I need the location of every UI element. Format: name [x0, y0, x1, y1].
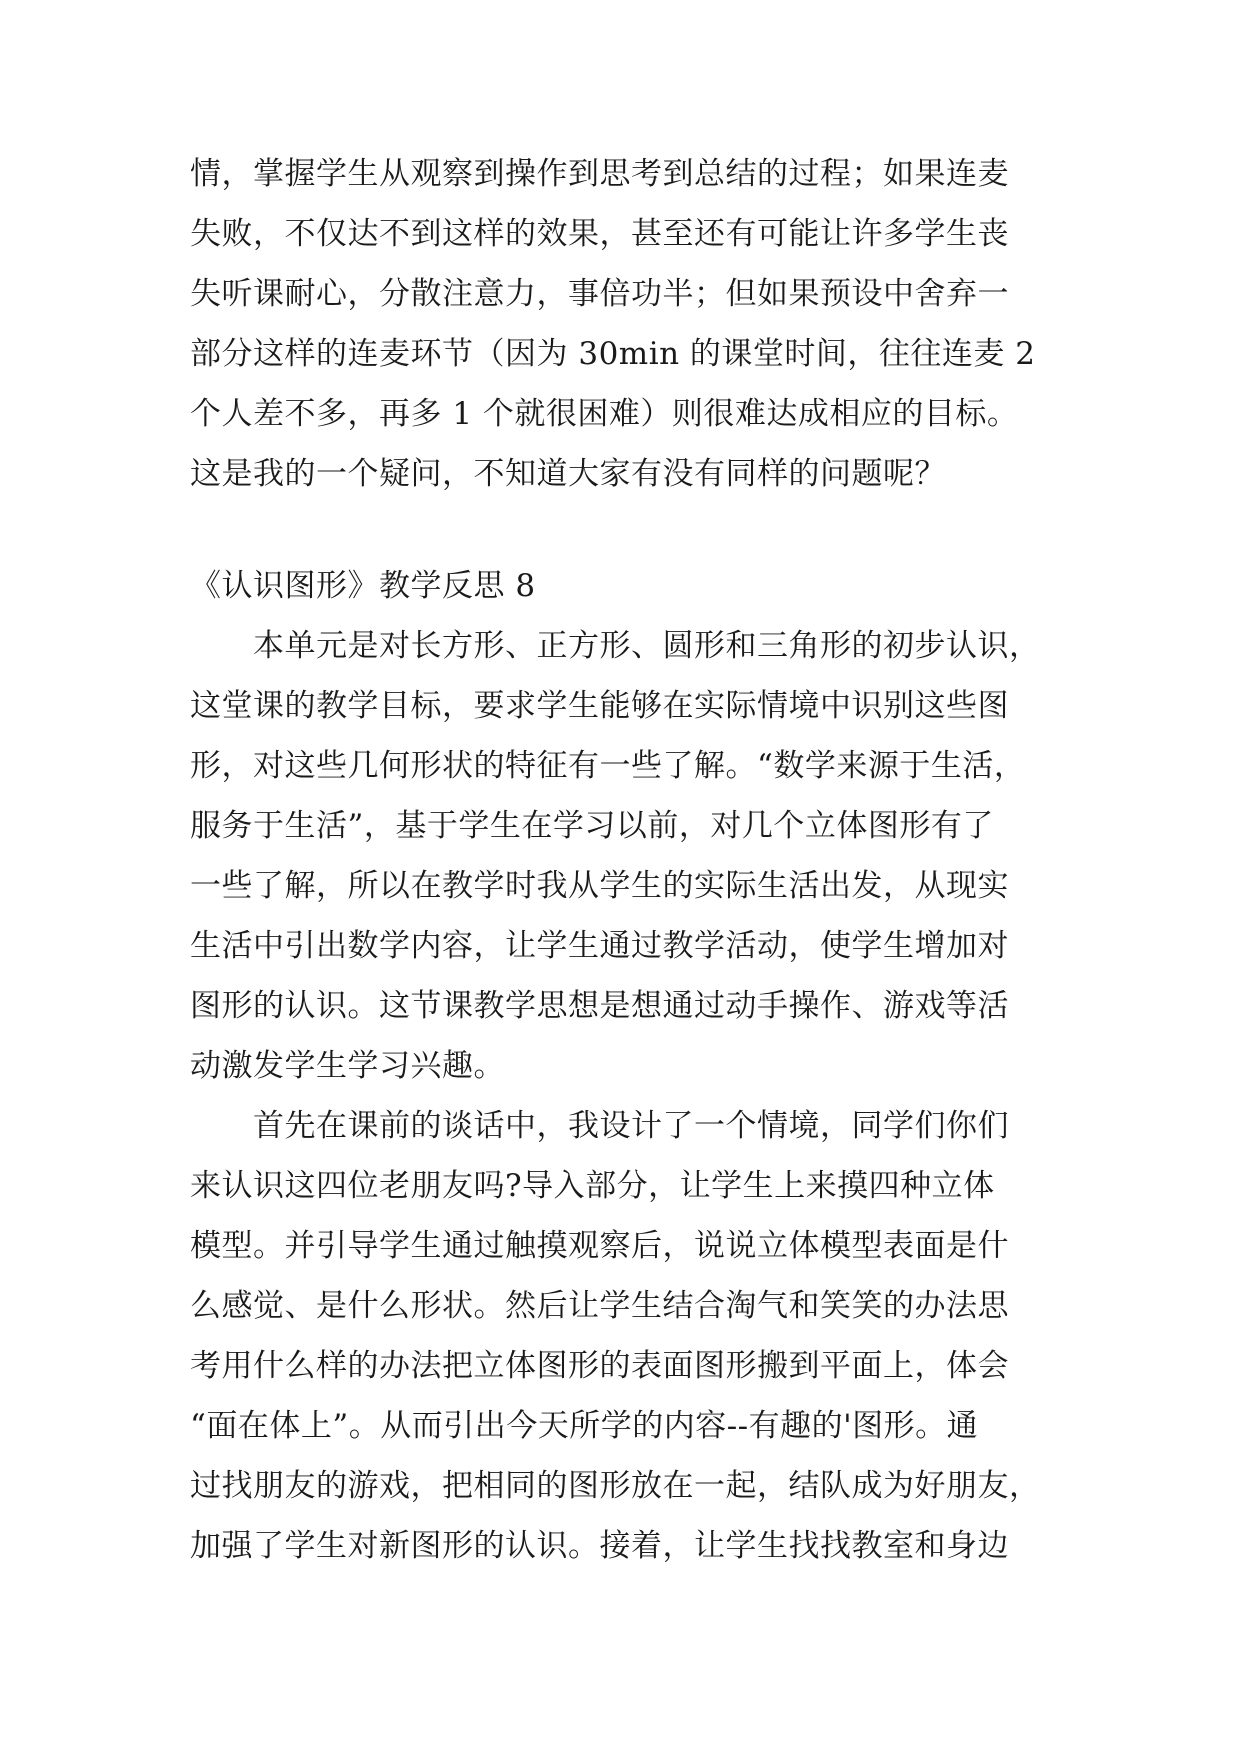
- section-title: 《认识图形》教学反思 8: [190, 568, 536, 604]
- text-line: 情，掌握学生从观察到操作到思考到总结的过程；如果连麦: [190, 156, 1009, 192]
- text-line: 这堂课的教学目标，要求学生能够在实际情境中识别这些图: [190, 688, 1009, 724]
- text-line: 过找朋友的游戏，把相同的图形放在一起，结队成为好朋友，: [190, 1468, 1041, 1504]
- text-line: 首先在课前的谈话中，我设计了一个情境，同学们你们: [253, 1108, 1009, 1144]
- text-line: 图形的认识。这节课教学思想是想通过动手操作、游戏等活: [190, 988, 1009, 1024]
- text-line: 生活中引出数学内容，让学生通过教学活动，使学生增加对: [190, 928, 1009, 964]
- text-line: 失听课耐心，分散注意力，事倍功半；但如果预设中舍弃一: [190, 276, 1009, 312]
- text-line: 本单元是对长方形、正方形、圆形和三角形的初步认识，: [253, 628, 1041, 664]
- text-line: 形，对这些几何形状的特征有一些了解。“数学来源于生活，: [190, 748, 1026, 784]
- text-line: 部分这样的连麦环节（因为 30min 的课堂时间，往往连麦 2: [190, 336, 1036, 372]
- text-line: 个人差不多，再多 1 个就很困难）则很难达成相应的目标。: [190, 396, 1019, 432]
- text-line: 加强了学生对新图形的认识。接着，让学生找找教室和身边: [190, 1528, 1009, 1564]
- text-line: 失败，不仅达不到这样的效果，甚至还有可能让许多学生丧: [190, 216, 1009, 252]
- text-line: 服务于生活”，基于学生在学习以前，对几个立体图形有了: [190, 808, 994, 844]
- text-line: 动激发学生学习兴趣。: [190, 1048, 505, 1084]
- text-line: 来认识这四位老朋友吗?导入部分，让学生上来摸四种立体: [190, 1168, 995, 1204]
- text-line: “面在体上”。从而引出今天所学的内容--有趣的'图形。通: [190, 1408, 979, 1444]
- text-line: 这是我的一个疑问，不知道大家有没有同样的问题呢？: [190, 456, 946, 492]
- text-line: 模型。并引导学生通过触摸观察后，说说立体模型表面是什: [190, 1228, 1009, 1264]
- text-line: 考用什么样的办法把立体图形的表面图形搬到平面上，体会: [190, 1348, 1009, 1384]
- text-line: 一些了解，所以在教学时我从学生的实际生活出发，从现实: [190, 868, 1009, 904]
- text-line: 么感觉、是什么形状。然后让学生结合淘气和笑笑的办法思: [190, 1288, 1009, 1324]
